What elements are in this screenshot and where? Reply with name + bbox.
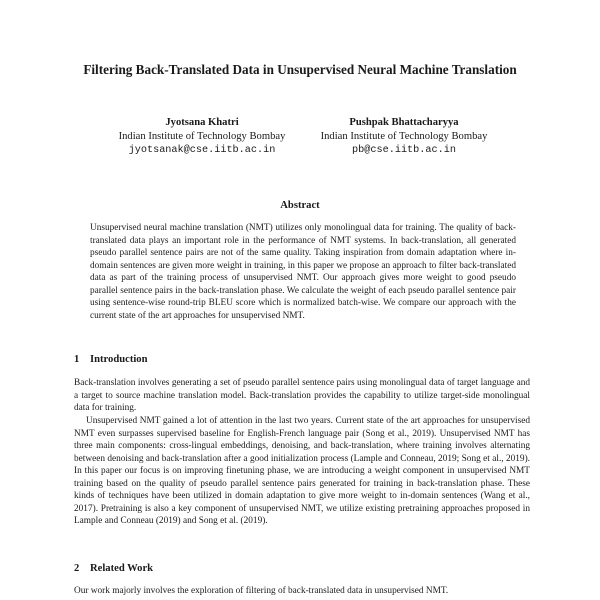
related-work-paragraph-1: Our work majorly involves the exploration of filtering of back-translated data in unsupervised NMT. [74,586,449,596]
section-heading-related-work [74,563,153,574]
section-title: Introduction [90,354,148,365]
author-name: Jyotsana Khatri [165,117,239,128]
author-name: Pushpak Bhattacharyya [349,117,459,128]
author-affiliation: Indian Institute of Technology Bombay [320,131,488,143]
section-number: 2 [74,563,80,574]
paper-title: Filtering Back-Translated Data in Unsupervised Neural Machine Translation [83,62,517,77]
section-number: 1 [74,354,80,365]
intro-paragraph-1: Back-translation involves generating a set of pseudo parallel sentence pairs using monolingual data of target language and a target to source machine translation model. Back-translation provides the capability to utilize target-side monolingual data for training. [74,378,530,414]
author-email[interactable]: pb@cse.iitb.ac.in [352,145,456,157]
abstract-heading: Abstract [280,200,320,211]
author-block [0,116,600,164]
author-email[interactable]: jyotsanak@cse.iitb.ac.in [128,145,276,157]
author-affiliation: Indian Institute of Technology Bombay [118,131,286,143]
author-2 [302,116,506,159]
intro-paragraph-2: Unsupervised NMT gained a lot of attention in the last two years. Current state of the art approaches for unsupervised NMT even surpasses supervised baseline for English-French language pair (Song et al., 2019). Unsupervised NMT has three main components: cross-lingual embeddings, denoising, and back-translation, where training involves alternating between denoising and back-translation after a good initialization process (Lample and Conneau, 2019; Song et al., 2019). In this paper our focus is on improving finetuning phase, we are introducing a weight component in unsupervised NMT training based on the quality of pseudo parallel sentence pairs generated for training in back-translation phase. These kinds of techniques have been utilized in domain adaptation to give more weight to in-domain sentences (Wang et al., 2017). Pretraining is also a key component of unsupervised NMT, we utilize existing pretraining approaches proposed in Lample and Conneau (2019) and Song et al. (2019). [74,416,530,527]
section-title: Related Work [90,563,154,574]
section-heading-introduction [74,354,148,365]
abstract-text: Unsupervised neural machine translation (NMT) utilizes only monolingual data for training. The quality of back-translated data plays an important role in the performance of NMT systems. In back-translation, all generated pseudo parallel sentence pairs are not of the same quality. Taking inspiration from domain adaptation where in-domain sentences are given more weight in training, in this paper we propose an approach to filter back-translated data as part of the training process of unsupervised NMT. Our approach gives more weight to good pseudo parallel sentence pairs in the back-translation phase. We calculate the weight of each pseudo parallel sentence pair using sentence-wise round-trip BLEU score which is normalized batch-wise. We compare our approach with the current state of the art approaches for unsupervised NMT. [90,223,516,321]
author-1 [102,116,302,159]
